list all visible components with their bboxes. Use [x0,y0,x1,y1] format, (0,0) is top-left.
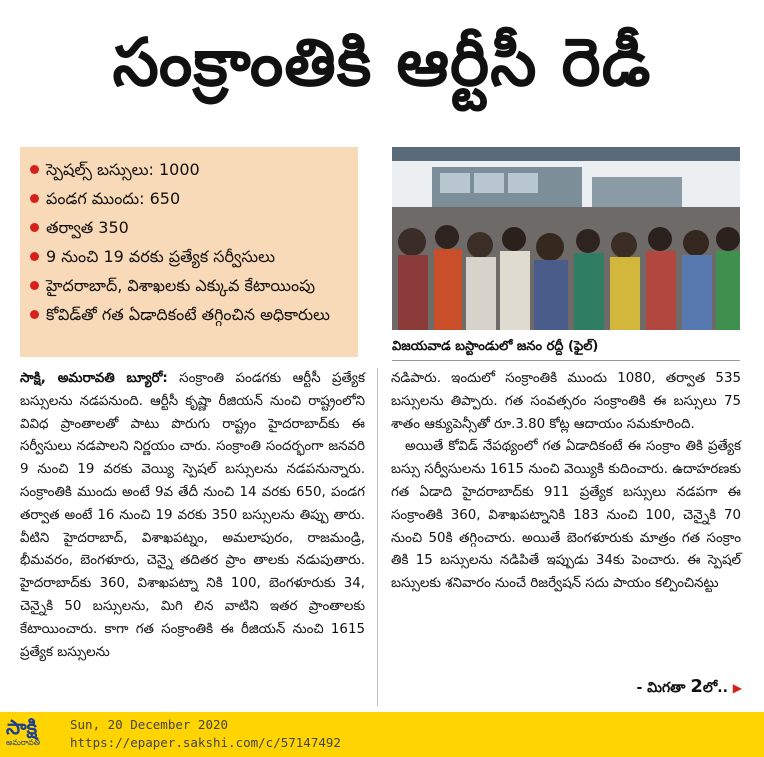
article-text: నడిపారు. ఇందులో సంక్రాంతికి ముందు 1080, తర్వాత 535 బస్సులను తిప్పారు. గత సంవత్సరం సంక్రాంతికి ఈ బస్సులు 75 శాతం ఆక్యుపెన్సీతో రూ.3.80 కోట్ల ఆదాయం సమకూరింది. [391,371,741,432]
column-divider [377,368,378,706]
photo-caption: విజయవాడ బస్టాండులో జనం రద్దీ (ఫైల్) [392,336,740,361]
highlight-item: పండగ ముందు: 650 [30,184,352,213]
bullet-icon [30,252,39,261]
footer [0,712,764,757]
article-text: సంక్రాంతి పండగకు ఆర్టీసీ ప్రత్యేక బస్సులను నడపనుంది. ఆర్టీసీ కృష్ణా రీజియన్ నుంచి రాష్ట్రంలోని వివిధ ప్రాంతాలతో పాటు పొరుగు రాష్ట్రం హైదరాబాద్‌కు ఈ సర్వీసులు నడపాలని నిర్ణయం చారు. సంక్రాంతి సందర్భంగా జనవరి 9 నుంచి 19 వరకు వెయ్యి స్పెషల్ బస్సులను నడపనున్నారు. సంక్రాంతికి ముందు అంటే 9వ తేదీ నుంచి 14 వరకు 650, పండగ తర్వాత అంటే 16 నుంచి 19 వరకు 350 బస్సులను తిప్పు తారు. వీటిని హైదరాబాద్, విశాఖపట్నం, అమలాపురం, రాజమండ్రి, భీమవరం, బెంగళూరు, చెన్నై తదితర ప్రాం తాలకు నడుపుతారు. హైదరాబాద్‌కు 360, విశాఖపట్నా నికి 100, బెంగళూరుకు 34, చెన్నైకి 50 బస్సులను, మిగి లిన వాటిని ఇతర ప్రాంతాలకు కేటాయించారు. కాగా గత సంక్రాంతికి ఈ రీజియన్ నుంచి 1615 ప్రత్యేక బస్సులను [20,371,365,660]
bullet-icon [30,310,39,319]
bullet-icon [30,223,39,232]
sakshi-logo [6,716,62,752]
logo-sub: అమరావతి [6,738,41,747]
footer-date: Sun, 20 December 2020 [70,717,229,732]
bullet-icon [30,165,39,174]
continued-page-number: 2 [690,676,703,697]
article-column-2 [391,368,741,596]
bullet-icon [30,194,39,203]
crowd-photo-icon [392,147,740,330]
byline: సాక్షి, అమరావతి బ్యూరో: [20,371,168,386]
highlight-item: స్పెషల్స్ బస్సులు: 1000 [30,155,352,184]
bullet-icon [30,281,39,290]
highlight-item: 9 నుంచి 19 వరకు ప్రత్యేక సర్వీసులు [30,242,352,271]
arrow-right-icon: ▶ [732,681,742,695]
bus-station-photo [392,147,740,330]
highlight-item: కోవిడ్‌తో గత ఏడాదికంటే తగ్గించిన అధికారులు [30,300,352,329]
highlight-item: తర్వాత 350 [30,213,352,242]
article-text: అయితే కోవిడ్ నేపథ్యంలో గత ఏడాదికంటే ఈ సంక్రాం తికి ప్రత్యేక బస్సు సర్వీసులను 1615 నుంచి వెయ్యికి కుదించారు. ఉదాహరణకు గత ఏడాది హైదరాబాద్‌కు 911 ప్రత్యేక బస్సులు నడపగా ఈ సంక్రాంతికి 360, విశాఖపట్నానికి 183 నుంచి 100, చెన్నైకి 70 నుంచి 50కి తగ్గించారు. అయితే బెంగళూరుకు మాత్రం గత సంక్రాం తికి 15 బస్సులను నడిపితే ఇప్పుడు 34కు పెంచారు. ఈ స్పెషల్ బస్సులకు శనివారం నుంచే రిజర్వేషన్ సదు పాయం కల్పించినట్టు [391,439,741,592]
highlights-box [20,147,358,357]
headline: సంక్రాంతికి ఆర్టీసీ రెడీ [112,23,652,101]
article-column-1 [20,368,365,664]
highlight-item: హైదరాబాద్, విశాఖలకు ఎక్కువ కేటాయింపు [30,271,352,300]
logo-text: సాక్షి [6,715,38,739]
footer-url[interactable]: https://epaper.sakshi.com/c/57147492 [70,735,341,750]
continued-on-page: - మిగతా 2లో.. ▶ [636,676,742,697]
